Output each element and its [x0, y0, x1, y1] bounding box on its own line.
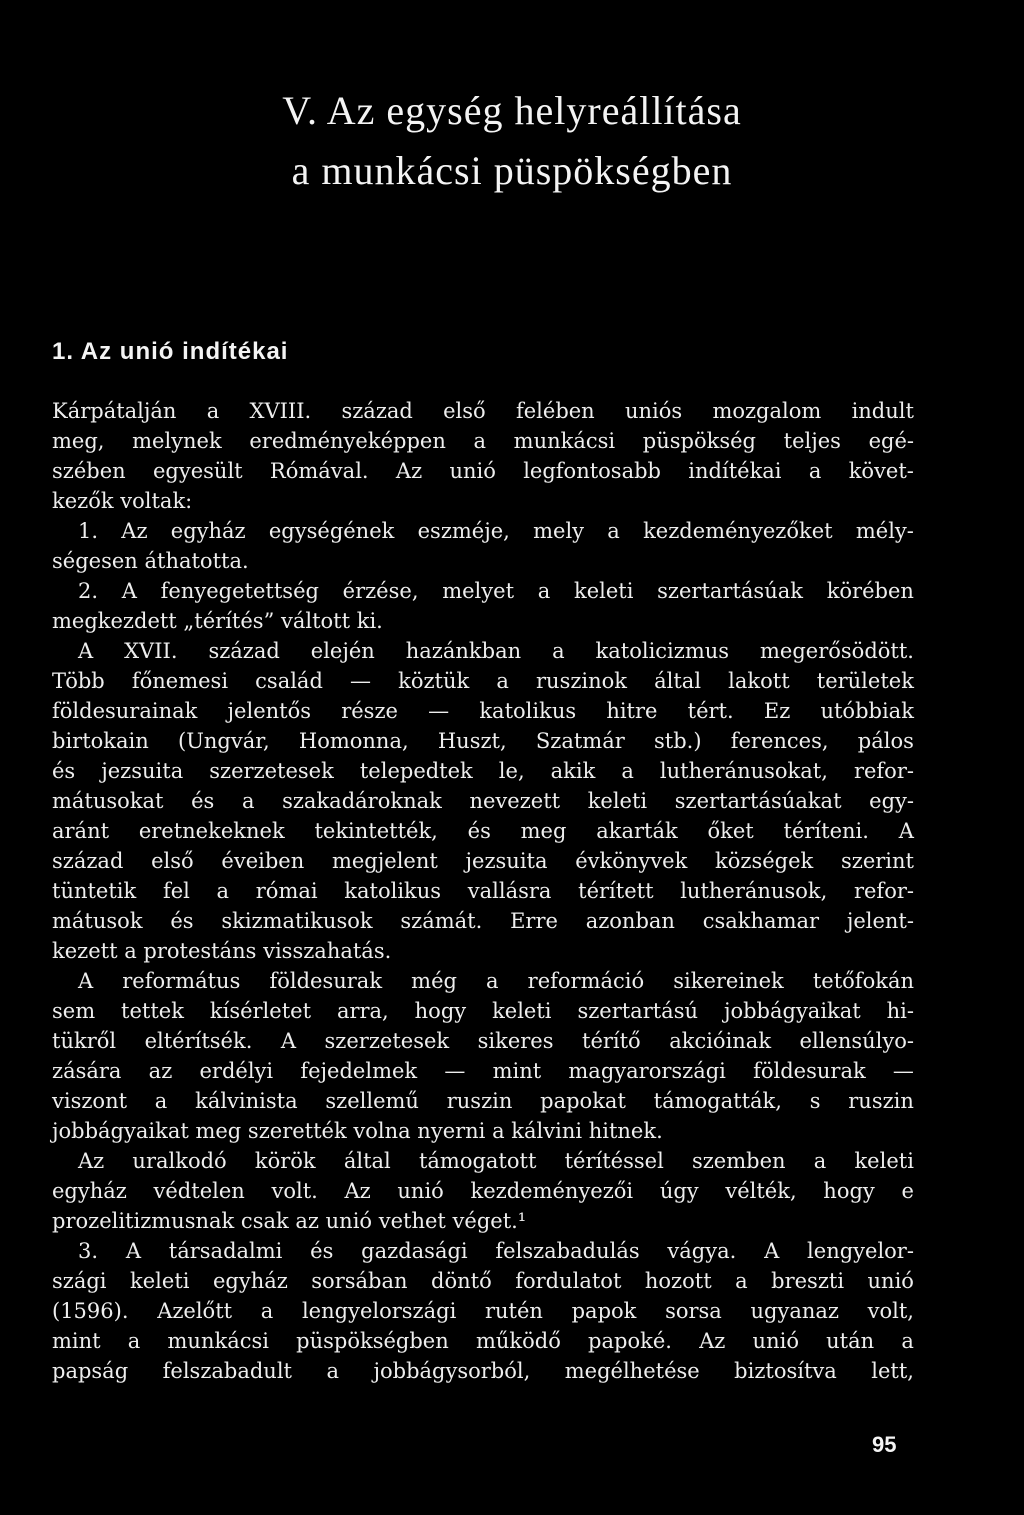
text-line: 2. A fenyegetettség érzése, melyet a keleti szertartásúak körében	[78, 579, 914, 603]
text-line: jobbágyaikat meg szerették volna nyerni a kálvini hitnek.	[52, 1119, 663, 1143]
text-line: ségesen áthatotta.	[52, 549, 249, 573]
text-line: 1. Az egyház egységének eszméje, mely a kezdeményezőket mély-	[78, 519, 914, 543]
text-line: egyház védtelen volt. Az unió kezdeményezői úgy vélték, hogy e	[52, 1179, 914, 1203]
text-line: Több főnemesi család — köztük a ruszinok által lakott területek	[52, 669, 914, 693]
text-line: meg, melynek eredményeképpen a munkácsi püspökség teljes egé-	[52, 429, 914, 453]
text-line: birtokain (Ungvár, Homonna, Huszt, Szatmár stb.) ferences, pálos	[52, 729, 914, 753]
text-line: mátusokat és a szakadároknak nevezett keleti szertartásúakat egy-	[52, 789, 914, 813]
text-line: szági keleti egyház sorsában döntő fordulatot hozott a breszti unió	[52, 1269, 914, 1293]
text-line: zására az erdélyi fejedelmek — mint magyarországi földesurak —	[52, 1059, 914, 1083]
text-line: A XVII. század elején hazánkban a katolicizmus megerősödött.	[78, 639, 914, 663]
text-line: szében egyesült Rómával. Az unió legfontosabb indítékai a követ-	[52, 459, 914, 483]
text-line: földesurainak jelentős része — katolikus hitre tért. Ez utóbbiak	[52, 699, 914, 723]
text-line: és jezsuita szerzetesek telepedtek le, akik a lutheránusokat, refor-	[52, 759, 914, 783]
text-line: mint a munkácsi püspökségben működő papoké. Az unió után a	[52, 1329, 914, 1353]
text-line: viszont a kálvinista szellemű ruszin papokat támogatták, s ruszin	[52, 1089, 914, 1113]
text-line: mátusok és skizmatikusok számát. Erre azonban csakhamar jelent-	[52, 909, 914, 933]
text-line: 3. A társadalmi és gazdasági felszabadulás vágya. A lengyelor-	[78, 1239, 914, 1263]
text-line: megkezdett „térítés” váltott ki.	[52, 609, 383, 633]
text-line: század első éveiben megjelent jezsuita évkönyvek községek szerint	[52, 849, 914, 873]
text-line: Kárpátalján a XVIII. század első felében uniós mozgalom indult	[52, 399, 914, 423]
text-line: papság felszabadult a jobbágysorból, megélhetése biztosítva lett,	[52, 1359, 914, 1383]
text-line: aránt eretnekeknek tekintették, és meg akarták őket téríteni. A	[52, 819, 914, 843]
text-line: A református földesurak még a reformáció sikereinek tetőfokán	[78, 969, 914, 993]
chapter-title-line-2: a munkácsi püspökségben	[291, 148, 733, 193]
text-line: sem tettek kísérletet arra, hogy keleti szertartású jobbágyaikat hi-	[52, 999, 914, 1023]
text-line: tükről eltérítsék. A szerzetesek sikeres térítő akcióinak ellensúlyo-	[52, 1029, 914, 1053]
page-number: 95	[872, 1432, 897, 1457]
body-text	[52, 396, 914, 1386]
text-line: kezett a protestáns visszahatás.	[52, 939, 392, 963]
text-line: (1596). Azelőtt a lengyelországi rutén papok sorsa ugyanaz volt,	[52, 1299, 914, 1323]
text-line: prozelitizmusnak csak az unió vethet véget.¹	[52, 1209, 527, 1233]
section-heading: 1. Az unió indítékai	[52, 338, 289, 365]
text-line: kezők voltak:	[52, 489, 193, 513]
chapter-title-line-1: V. Az egység helyreállítása	[282, 88, 742, 133]
text-line: Az uralkodó körök által támogatott térítéssel szemben a keleti	[78, 1149, 914, 1173]
text-line: tüntetik fel a római katolikus vallásra térített lutheránusok, refor-	[52, 879, 914, 903]
